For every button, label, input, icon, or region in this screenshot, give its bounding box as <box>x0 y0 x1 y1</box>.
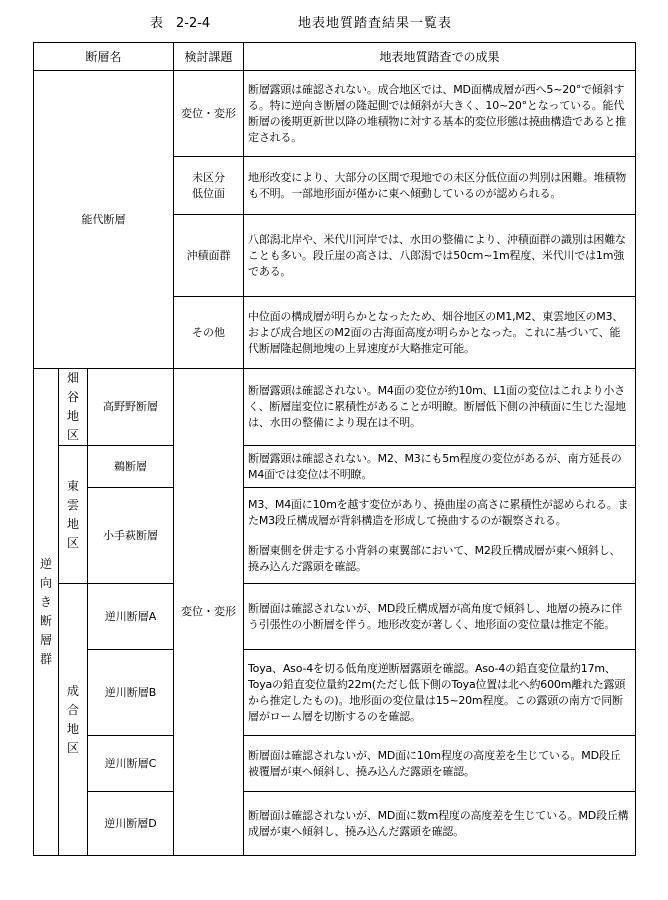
group-label-text: 逆 向 き 断 層 群 <box>39 557 52 666</box>
table-row <box>34 584 636 650</box>
fault-name-cell: 鵜断層 <box>88 446 174 488</box>
table-row <box>34 369 636 446</box>
header-fault-name: 断層名 <box>34 43 174 71</box>
area-label-shinonome: 東 雲 地 区 <box>59 446 88 584</box>
table-row <box>34 736 636 792</box>
survey-results-table <box>33 42 636 856</box>
group-label-reverse-faults <box>34 369 59 856</box>
result-cell: 断層面は確認されないが、MD面に数m程度の高度差を生じている。MD段丘構成層が東へ傾斜し、撓み込んだ露頭を確認。 <box>244 792 636 856</box>
fault-name-noshiro: 能代断層 <box>34 71 174 369</box>
result-cell: 断層面は確認されないが、MD面に10m程度の高度差を生じている。MD段丘被覆層が東へ傾斜し、撓み込んだ露頭を確認。 <box>244 736 636 792</box>
result-paragraph: 断層東側を併走する小背斜の東翼部において、M2段丘構成層が東へ傾斜し、撓み込んだ露頭を確認。 <box>248 543 621 573</box>
result-cell: Toya、Aso-4を切る低角度逆断層露頭を確認。Aso-4の鉛直変位量約17m、Toyaの鉛直変位量約22m(ただし低下側のToya位置は北へ約600m離れた露頭から推定したもの)。地形面の変位量は15~20m程度。この露頭の南方で同断層がローム層を切断するのを確認。 <box>244 650 636 736</box>
header-topic: 検討課題 <box>174 43 244 71</box>
table-row <box>34 792 636 856</box>
fault-name-cell: 逆川断層A <box>88 584 174 650</box>
result-cell: 中位面の構成層が明らかとなったため、畑谷地区のM1,M2、東雲地区のM3、および成合地区のM2面の古海面高度が明らかとなった。これに基づいて、能代断層隆起側地塊の上昇速度が大略推定可能。 <box>244 297 636 369</box>
fault-name-cell: 高野野断層 <box>88 369 174 446</box>
table-title: 地表地質踏査結果一覧表 <box>298 16 453 31</box>
result-paragraph: M3、M4面に10mを越す変位があり、撓曲崖の高さに累積性が認められる。またM3段丘構成層が背斜構造を形成して撓曲するのが観察される。 <box>248 497 629 527</box>
area-label-nariai: 成 合 地 区 <box>59 584 88 856</box>
topic-cell: 変位・変形 <box>174 71 244 157</box>
result-cell <box>244 488 636 584</box>
fault-name-cell: 逆川断層B <box>88 650 174 736</box>
fault-name-cell: 逆川断層D <box>88 792 174 856</box>
result-cell: 断層露頭は確認されない。成合地区では、MD面構成層が西へ5~20°で傾斜する。特に逆向き断層の隆起側では傾斜が大きく、10~20°となっている。能代断層の後期更新世以降の堆積物に対する基本的変位形態は撓曲構造であると推定される。 <box>244 71 636 157</box>
fault-name-cell: 逆川断層C <box>88 736 174 792</box>
table-row <box>34 71 636 157</box>
area-label-hatakeya: 畑 谷 地 区 <box>59 369 88 446</box>
table-row <box>34 446 636 488</box>
table-number: 表 2-2-4 <box>150 16 211 31</box>
fault-name-cell: 小手萩断層 <box>88 488 174 584</box>
result-cell: 断層露頭は確認されない。M4面の変位が約10m、L1面の変位はこれより小さく、断層崖変位に累積性があることが明瞭。断層低下側の沖積面に生じた湿地は、水田の整備により現在は不明。 <box>244 369 636 446</box>
table-row <box>34 650 636 736</box>
header-result: 地表地質踏査での成果 <box>244 43 636 71</box>
result-cell: 断層面は確認されないが、MD段丘構成層が高角度で傾斜し、地層の撓みに伴う引張性の小断層を伴う。地形改変が著しく、地形面の変位量は推定不能。 <box>244 584 636 650</box>
result-cell: 断層露頭は確認されない。M2、M3にも5m程度の変位があるが、南方延長のM4面では変位は不明瞭。 <box>244 446 636 488</box>
header-row <box>34 43 636 71</box>
result-cell: 地形改変により、大部分の区間で現地での未区分低位面の判別は困難。堆積物も不明。一部地形面が僅かに東へ傾動しているのが認められる。 <box>244 157 636 215</box>
topic-cell: その他 <box>174 297 244 369</box>
topic-cell-reverse: 変位・変形 <box>174 369 244 856</box>
table-row <box>34 488 636 584</box>
result-cell: 八郎潟北岸や、米代川河岸では、水田の整備により、沖積面群の識別は困難なことも多い。段丘崖の高さは、八郎潟では50cm~1m程度、米代川では1m強である。 <box>244 215 636 297</box>
topic-cell: 未区分 低位面 <box>174 157 244 215</box>
topic-cell: 沖積面群 <box>174 215 244 297</box>
